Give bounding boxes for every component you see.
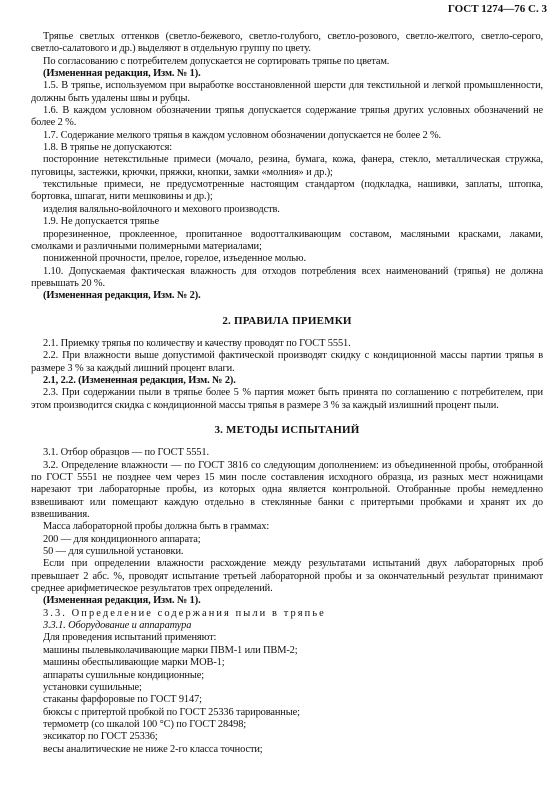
paragraph: (Измененная редакция, Изм. № 1). <box>43 595 201 607</box>
paragraph: 2.2. При влажности выше допустимой фактической производят скидку с кондиционной массы партии тряпья в размере 3 % за каждый лишний процент влаги. <box>31 350 543 374</box>
paragraph: (Измененная редакция, Изм. № 1). <box>43 68 201 80</box>
spacer <box>31 412 543 424</box>
paragraph: аппараты сушильные кондиционные; <box>43 669 204 681</box>
page-header: ГОСТ 1274—76 С. 3 <box>447 3 547 15</box>
paragraph: изделия валяльно-войлочного и мехового производств. <box>43 203 280 215</box>
paragraph: 1.8. В тряпье не допускаются: <box>43 142 173 154</box>
paragraph: 50 — для сушильной установки. <box>43 546 184 558</box>
paragraph: весы аналитические не ниже 2-го класса точности; <box>43 743 263 755</box>
paragraph: 200 — для кондиционного аппарата; <box>43 533 201 545</box>
paragraph: 2.1, 2.2. (Измененная редакция, Изм. № 2). <box>43 374 236 386</box>
paragraph: (Измененная редакция, Изм. № 2). <box>43 290 201 302</box>
spacer <box>31 436 543 447</box>
paragraph: 1.7. Содержание мелкого тряпья в каждом условном обозначении допускается не более 2 %. <box>43 129 442 141</box>
paragraph: Тряпье светлых оттенков (светло-бежевого, светло-голубого, светло-розового, светло-желтого, светло-серого, светло-салатового и др.) выделяют в отдельную группу по цвету. <box>31 31 543 55</box>
paragraph: текстильные примеси, не предусмотренные настоящим стандартом (подкладка, нашивки, заплаты, штопка, бортовка, шпагат, нити мешковины и др.); <box>31 179 543 203</box>
spacer <box>31 327 543 338</box>
paragraph: Если при определении влажности расхождение между результатами испытаний двух лабораторных проб превышает 2 абс. %, проводят испытание третьей лабораторной пробы и за окончательный результат принимают среднее арифметическое результатов трех определений. <box>31 558 543 595</box>
paragraph: 2.1. Приемку тряпья по количеству и качеству проводят по ГОСТ 5551. <box>43 337 351 349</box>
paragraph: бюксы с притертой пробкой по ГОСТ 25336 тарированные; <box>43 706 300 718</box>
section-heading: 3. МЕТОДЫ ИСПЫТАНИЙ <box>214 423 360 436</box>
section-heading: 2. ПРАВИЛА ПРИЕМКИ <box>222 314 352 327</box>
paragraph: эксикатор по ГОСТ 25336; <box>43 731 158 743</box>
paragraph: Масса лабораторной пробы должна быть в граммах: <box>43 521 270 533</box>
paragraph: посторонние нетекстильные примеси (мочало, резина, бумага, кожа, фанера, стекло, металлическая стружка, пуговицы, застежки, крючки, пряжки, кнопки, замки «молния» и др.); <box>31 154 543 178</box>
paragraph: 1.6. В каждом условном обозначении тряпья допускается содержание тряпья других условных обозначений не более 2 %. <box>31 105 543 129</box>
paragraph: 3.2. Определение влажности — по ГОСТ 3816 со следующим дополнением: из объединенной пробы, отобранной по ГОСТ 5551 не позднее чем через 15 мин после составления исходного образца, из разных мест ножницами нарезают три лабораторные пробы, из которых одна является контрольной. Отобранные пробы немедленно взвешивают или помещают каждую отдельно в стеклянные банки с притертыми пробками и хранят их до взвешивания. <box>31 459 543 521</box>
spacer <box>31 303 543 315</box>
paragraph: машины обеспыливающие марки МОВ-1; <box>43 657 225 669</box>
paragraph: пониженной прочности, прелое, горелое, изъеденное молью. <box>43 253 306 265</box>
paragraph: 1.10. Допускаемая фактическая влажность для отходов потребления всех наименований (тряпья) не должна превышать 20 %. <box>31 265 543 289</box>
paragraph: По согласованию с потребителем допускается не сортировать тряпье по цветам. <box>43 55 390 67</box>
paragraph: стаканы фарфоровые по ГОСТ 9147; <box>43 694 202 706</box>
paragraph: 2.3. При содержании пыли в тряпье более 5 % партия может быть принята по соглашению с потребителем, при этом производится скидка с кондиционной массы тряпья в размере 3 % за каждый излишний процент пыли. <box>31 387 543 411</box>
document-body <box>31 31 543 756</box>
paragraph: 3.1. Отбор образцов — по ГОСТ 5551. <box>43 447 209 459</box>
paragraph: машины пылевыколачивающие марки ПВМ-1 или ПВМ-2; <box>43 644 298 656</box>
paragraph: 3.3.1. Оборудование и аппаратура <box>43 620 192 632</box>
paragraph: термометр (со шкалой 100 °С) по ГОСТ 28498; <box>43 718 247 730</box>
paragraph: Для проведения испытаний применяют: <box>43 632 217 644</box>
paragraph: прорезиненное, проклеенное, пропитанное водоотталкивающим составом, масляными красками, лаками, смолками и различными полимерными материалами; <box>31 228 543 252</box>
paragraph: 3.3. Определение содержания пыли в тряпье <box>43 607 326 619</box>
paragraph: 1.5. В тряпье, используемом при выработке восстановленной шерсти для текстильной и легкой промышленности, должны быть удалены швы и рубцы. <box>31 80 543 104</box>
paragraph: 1.9. Не допускается тряпье <box>43 216 159 228</box>
paragraph: установки сушильные; <box>43 681 142 693</box>
